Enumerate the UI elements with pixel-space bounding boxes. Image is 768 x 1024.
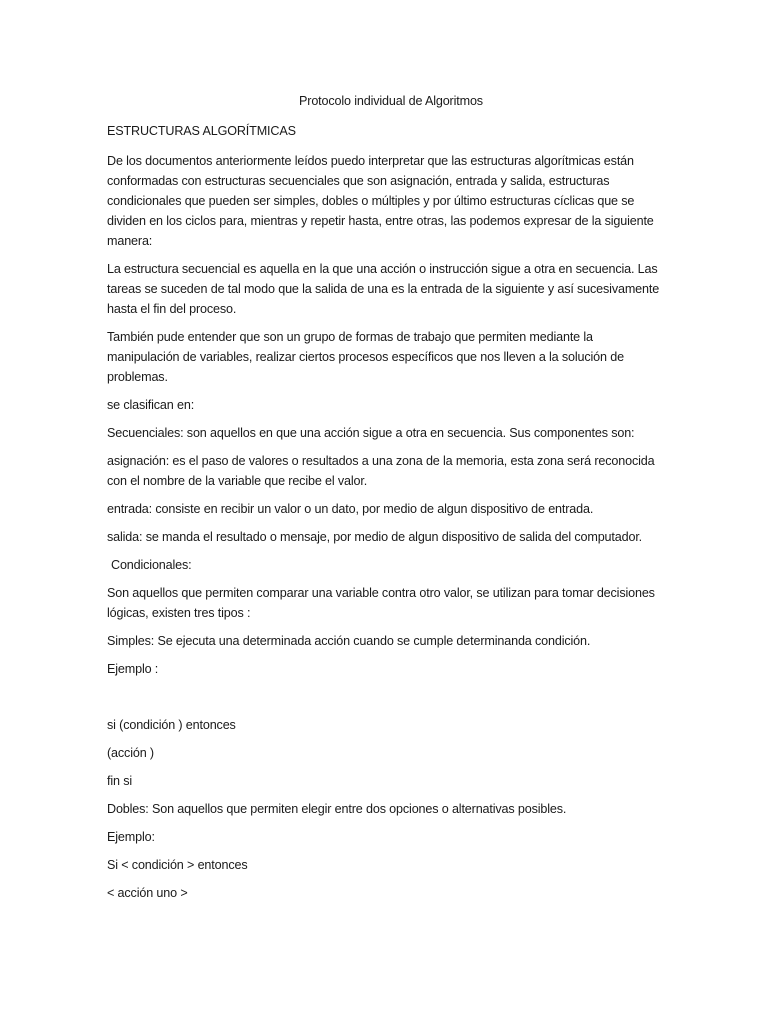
paragraph-sequential: Secuenciales: son aquellos en que una acción sigue a otra en secuencia. Sus componentes son: <box>107 426 635 440</box>
paragraph-sequential-definition: La estructura secuencial es aquella en la que una acción o instrucción sigue a otra en secuencia. Las tareas se suceden de tal modo que la salida de una es la entrada de la siguiente y así sucesivamente hasta el fin del proceso. <box>107 262 660 316</box>
paragraph-classified: se clasifican en: <box>107 398 195 412</box>
code-line-action: (acción ) <box>107 746 154 760</box>
paragraph-conditionals: Condicionales: <box>111 558 192 572</box>
document-body <box>107 91 667 911</box>
paragraph-example-2: Ejemplo: <box>107 830 155 844</box>
paragraph-intro: De los documentos anteriormente leídos puedo interpretar que las estructuras algorítmicas están conformadas con estructuras secuenciales que son asignación, entrada y salida, estructuras condicionales que pueden ser simples, dobles o múltiples y por último estructuras cíclicas que se dividen en los ciclos para, mientras y repetir hasta, entre otras, las podemos expresar de la siguiente manera: <box>107 154 654 248</box>
code-line-end-if: fin si <box>107 774 132 788</box>
code-line-if-2: Si < condición > entonces <box>107 858 248 872</box>
paragraph-double: Dobles: Son aquellos que permiten elegir entre dos opciones o alternativas posibles. <box>107 802 567 816</box>
paragraph-input: entrada: consiste en recibir un valor o un dato, por medio de algun dispositivo de entrada. <box>107 502 594 516</box>
code-line-if: si (condición ) entonces <box>107 718 236 732</box>
paragraph-assignment: asignación: es el paso de valores o resultados a una zona de la memoria, esta zona será reconocida con el nombre de la variable que recibe el valor. <box>107 454 655 488</box>
section-heading: ESTRUCTURAS ALGORÍTMICAS <box>107 124 296 138</box>
code-line-action-one: < acción uno > <box>107 886 188 900</box>
paragraph-also-understand: También pude entender que son un grupo de formas de trabajo que permiten mediante la manipulación de variables, realizar ciertos procesos específicos que nos lleven a la solución de problemas. <box>107 330 624 384</box>
paragraph-example-1: Ejemplo : <box>107 662 159 676</box>
paragraph-simple: Simples: Se ejecuta una determinada acción cuando se cumple determinanda condición. <box>107 634 591 648</box>
document-title: Protocolo individual de Algoritmos <box>299 94 483 108</box>
paragraph-output: salida: se manda el resultado o mensaje, por medio de algun dispositivo de salida del computador. <box>107 530 643 544</box>
paragraph-conditionals-definition: Son aquellos que permiten comparar una variable contra otro valor, se utilizan para tomar decisiones lógicas, existen tres tipos : <box>107 586 655 620</box>
